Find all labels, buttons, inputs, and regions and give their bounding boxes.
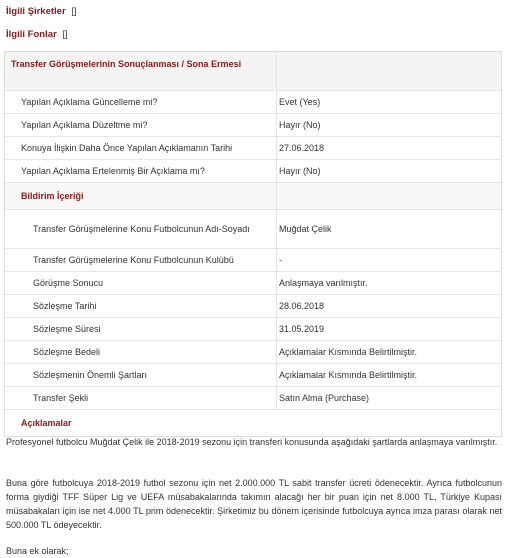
table-row (5, 114, 501, 137)
related-companies-toggle[interactable]: [] (71, 6, 77, 16)
row-value: Hayır (No) (279, 120, 321, 130)
row-value: 28.06.2018 (279, 301, 325, 311)
row-label: Sözleşmenin Önemli Şartları (33, 370, 148, 380)
disclosure-table (4, 51, 502, 437)
explanation-paragraph: Profesyonel futbolcu Muğdat Çelik ile 2018-2019 sezonu için transferi konusunda aşağıdaki şartlarda anlaşmaya varılmıştır. (6, 437, 498, 447)
row-value: - (279, 255, 282, 265)
row-label: Görüşme Sonucu (33, 278, 104, 288)
explanations-header-row (5, 410, 501, 436)
table-row (5, 249, 501, 272)
section-header-row (5, 183, 501, 210)
row-label: Sözleşme Süresi (33, 324, 101, 334)
row-value: Evet (Yes) (279, 97, 321, 107)
table-row (5, 137, 501, 160)
row-value: 31.05.2019 (279, 324, 325, 334)
table-row (5, 272, 501, 295)
table-row (5, 160, 501, 183)
row-value: Açıklamalar Kısmında Belirtilmiştir. (279, 347, 418, 357)
related-companies-label[interactable]: İlgili Şirketler (6, 6, 66, 17)
related-funds-toggle[interactable]: [] (62, 29, 68, 39)
row-value: Satın Alma (Purchase) (279, 393, 370, 403)
row-label: Yapılan Açıklama Güncelleme mi? (21, 97, 158, 107)
table-header-row (5, 52, 501, 91)
row-label: Transfer Şekli (33, 393, 89, 403)
row-label: Yapılan Açıklama Düzeltme mi? (21, 120, 148, 130)
row-label: Konuya İlişkin Daha Önce Yapılan Açıklamanın Tarihi (21, 143, 233, 153)
row-label: Sözleşme Tarihi (33, 301, 97, 311)
explanations-title: Açıklamalar (21, 418, 72, 428)
row-value: Anlaşmaya varılmıştır. (279, 278, 368, 288)
table-row (5, 295, 501, 318)
table-row (5, 387, 501, 410)
row-value: 27.06.2018 (279, 143, 325, 153)
related-funds-link[interactable] (6, 29, 68, 40)
row-label: Transfer Görüşmelerine Konu Futbolcunun Adı-Soyadı (33, 223, 250, 234)
related-funds-label[interactable]: İlgili Fonlar (6, 29, 57, 40)
table-row (5, 318, 501, 341)
explanation-paragraph: Buna ek olarak; (6, 546, 69, 556)
row-value: Açıklamalar Kısmında Belirtilmiştir. (279, 370, 418, 380)
table-row (5, 341, 501, 364)
explanation-paragraph: Buna göre futbolcuya 2018-2019 futbol sezonu için net 2.000.000 TL sabit transfer ücreti ödenecektir. Ayrıca futbolcunun forma giydiği TFF Süper Lig ve UEFA müsabakalarında takımın alacağı her bir puan için net 8.000 TL, Türkiye Kupası müsabakaları için ise net 4.000 TL prim ödenecektir. Şirketimiz bu dönem içerisinde futbolcuya ayrıca imza parası olarak net 500.000 TL ödeyecektir. (6, 478, 502, 530)
row-value: Hayır (No) (279, 166, 321, 176)
section-title: Bildirim İçeriği (21, 191, 84, 201)
table-row (5, 210, 501, 249)
table-header-title: Transfer Görüşmelerinin Sonuçlanması / Sona Ermesi (11, 59, 242, 69)
table-row (5, 364, 501, 387)
row-label: Transfer Görüşmelerine Konu Futbolcunun Kulübü (33, 255, 234, 265)
row-label: Sözleşme Bedeli (33, 347, 101, 357)
related-companies-link[interactable] (6, 6, 77, 17)
row-value: Muğdat Çelik (279, 224, 332, 234)
table-row (5, 91, 501, 114)
row-label: Yapılan Açıklama Ertelenmiş Bir Açıklama mı? (21, 166, 205, 176)
